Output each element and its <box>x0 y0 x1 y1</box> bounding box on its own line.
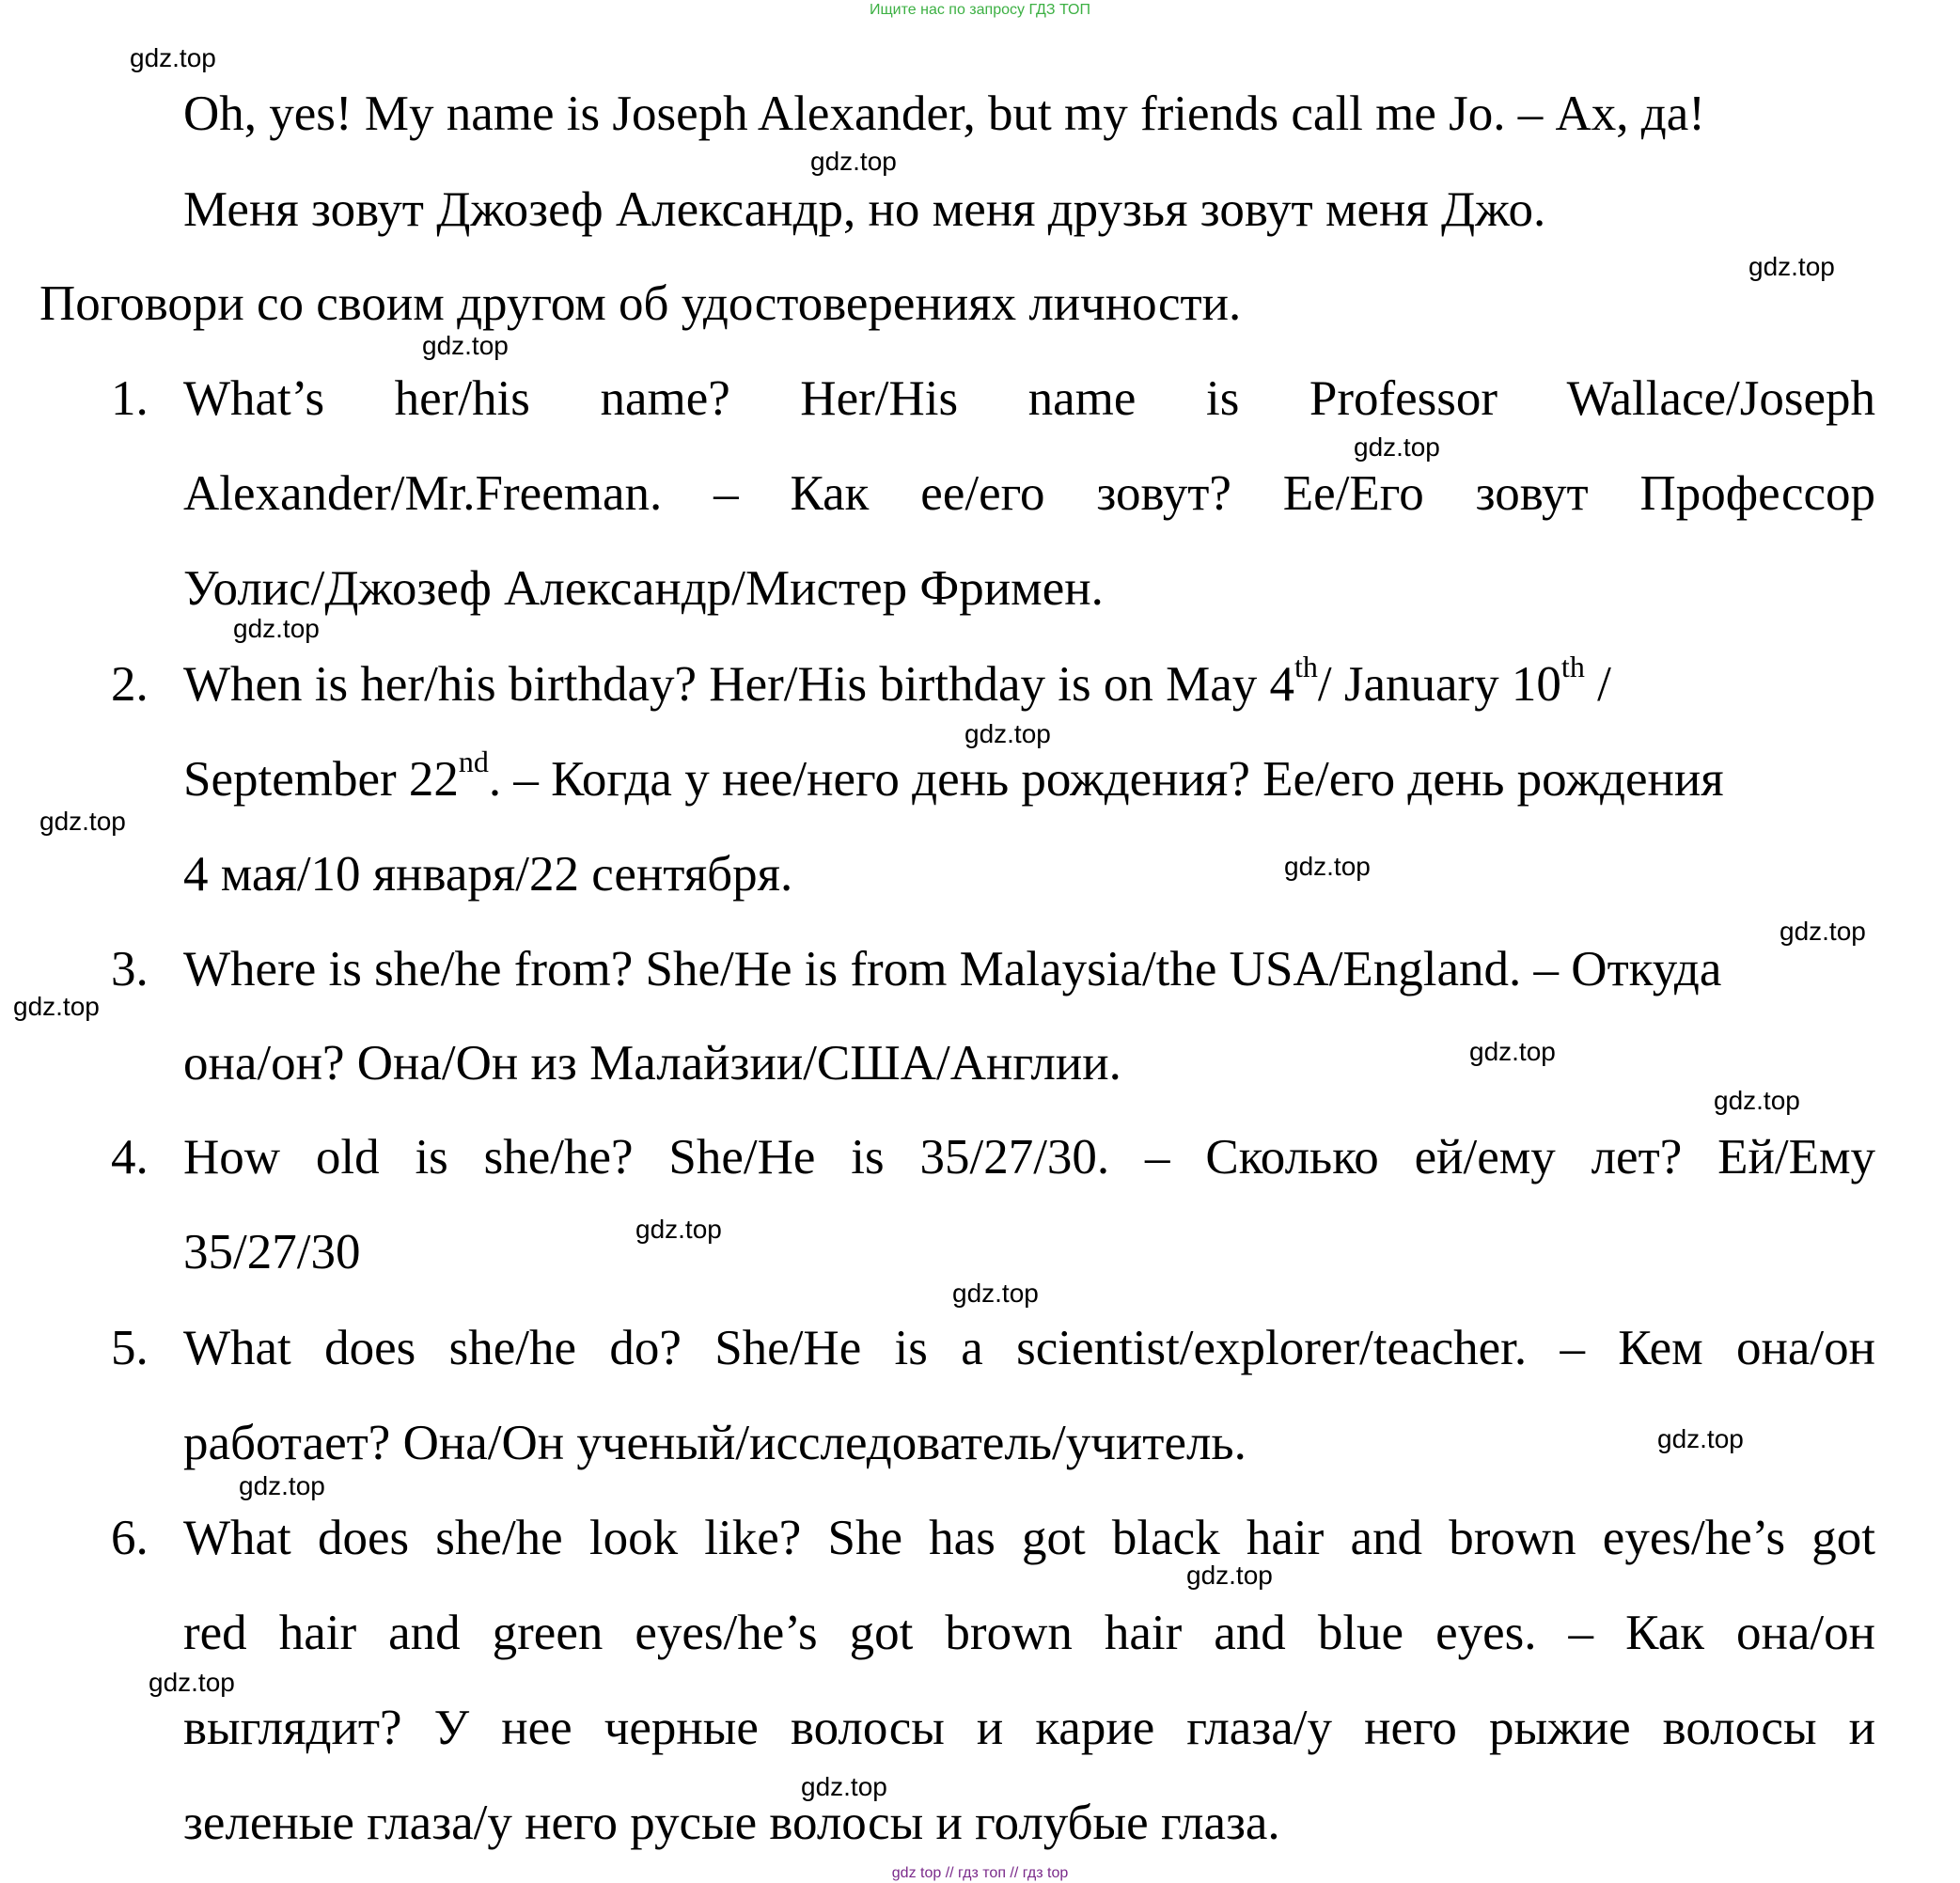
item-4-line-2: 35/27/30 <box>183 1225 361 1279</box>
intro-line-2: Меня зовут Джозеф Александр, но меня друзья зовут меня Джо. <box>183 182 1546 237</box>
item-4-line-1: How old is she/he? She/He is 35/27/30. – Сколько ей/ему лет? Ей/Ему <box>183 1130 1875 1185</box>
watermark: gdz.top <box>810 147 897 176</box>
item-3-line-1: Where is she/he from? She/He is from Malaysia/the USA/England. – Откуда <box>183 942 1722 996</box>
watermark: gdz.top <box>130 43 216 72</box>
top-banner: Ищите нас по запросу ГДЗ ТОП <box>870 2 1090 18</box>
watermark: gdz.top <box>233 614 320 643</box>
watermark: gdz.top <box>1714 1086 1800 1115</box>
watermark: gdz.top <box>239 1471 325 1500</box>
watermark: gdz.top <box>13 992 100 1021</box>
item-2-text: / January 10 <box>1317 657 1561 712</box>
item-number: 6. <box>111 1511 149 1565</box>
watermark: gdz.top <box>1657 1424 1744 1453</box>
ordinal-suffix: th <box>1294 650 1318 684</box>
ordinal-suffix: nd <box>458 745 489 779</box>
watermark: gdz.top <box>39 807 126 836</box>
item-2-line-2 <box>183 745 1875 808</box>
item-1-line-3: Уолис/Джозеф Александр/Мистер Фримен. <box>183 561 1104 616</box>
item-number: 5. <box>111 1321 149 1375</box>
item-6-line-4: зеленые глаза/у него русые волосы и голубые глаза. <box>183 1796 1280 1850</box>
footer: gdz top // гдз топ // гдз top <box>891 1865 1069 1881</box>
item-6-line-2: red hair and green eyes/he’s got brown hair and blue eyes. – Как она/он <box>183 1606 1875 1660</box>
item-2-text: When is her/his birthday? Her/His birthday is on May 4 <box>183 657 1294 712</box>
watermark: gdz.top <box>1780 917 1866 946</box>
item-2-text: / <box>1584 657 1611 712</box>
watermark: gdz.top <box>1469 1037 1556 1066</box>
item-1-line-2: Alexander/Mr.Freeman. – Как ее/его зовут? Ее/Его зовут Профессор <box>183 466 1875 521</box>
item-6-line-1: What does she/he look like? She has got black hair and brown eyes/he’s got <box>183 1511 1875 1565</box>
watermark: gdz.top <box>1748 252 1835 281</box>
watermark: gdz.top <box>801 1772 887 1801</box>
watermark: gdz.top <box>422 331 509 360</box>
item-number: 2. <box>111 657 149 712</box>
watermark: gdz.top <box>1186 1561 1273 1590</box>
intro-line-1: Oh, yes! My name is Joseph Alexander, but my friends call me Jo. – Ах, да! <box>183 86 1705 141</box>
item-1-line-1: What’s her/his name? Her/His name is Professor Wallace/Joseph <box>183 371 1875 426</box>
task-heading: Поговори со своим другом об удостоверениях личности. <box>39 276 1242 331</box>
item-6-line-3: выглядит? У нее черные волосы и карие глаза/у него рыжие волосы и <box>183 1701 1875 1755</box>
watermark: gdz.top <box>1354 432 1440 462</box>
item-2-text: September 22 <box>183 752 459 807</box>
item-2-text: . – Когда у нее/него день рождения? Ее/его день рождения <box>488 752 1724 807</box>
watermark: gdz.top <box>149 1668 235 1697</box>
watermark: gdz.top <box>952 1279 1039 1308</box>
item-number: 4. <box>111 1130 149 1185</box>
watermark: gdz.top <box>964 719 1051 748</box>
item-3-line-2: она/он? Она/Он из Малайзии/США/Англии. <box>183 1036 1121 1091</box>
ordinal-suffix: th <box>1560 650 1585 684</box>
watermark: gdz.top <box>1284 852 1371 881</box>
item-2-line-1 <box>183 650 1875 714</box>
item-number: 1. <box>111 371 149 426</box>
item-5-line-2: работает? Она/Он ученый/исследователь/учитель. <box>183 1416 1247 1470</box>
watermark: gdz.top <box>635 1215 722 1244</box>
item-5-line-1: What does she/he do? She/He is a scientist/explorer/teacher. – Кем она/он <box>183 1321 1875 1375</box>
item-2-line-3: 4 мая/10 января/22 сентября. <box>183 847 793 902</box>
item-number: 3. <box>111 942 149 996</box>
